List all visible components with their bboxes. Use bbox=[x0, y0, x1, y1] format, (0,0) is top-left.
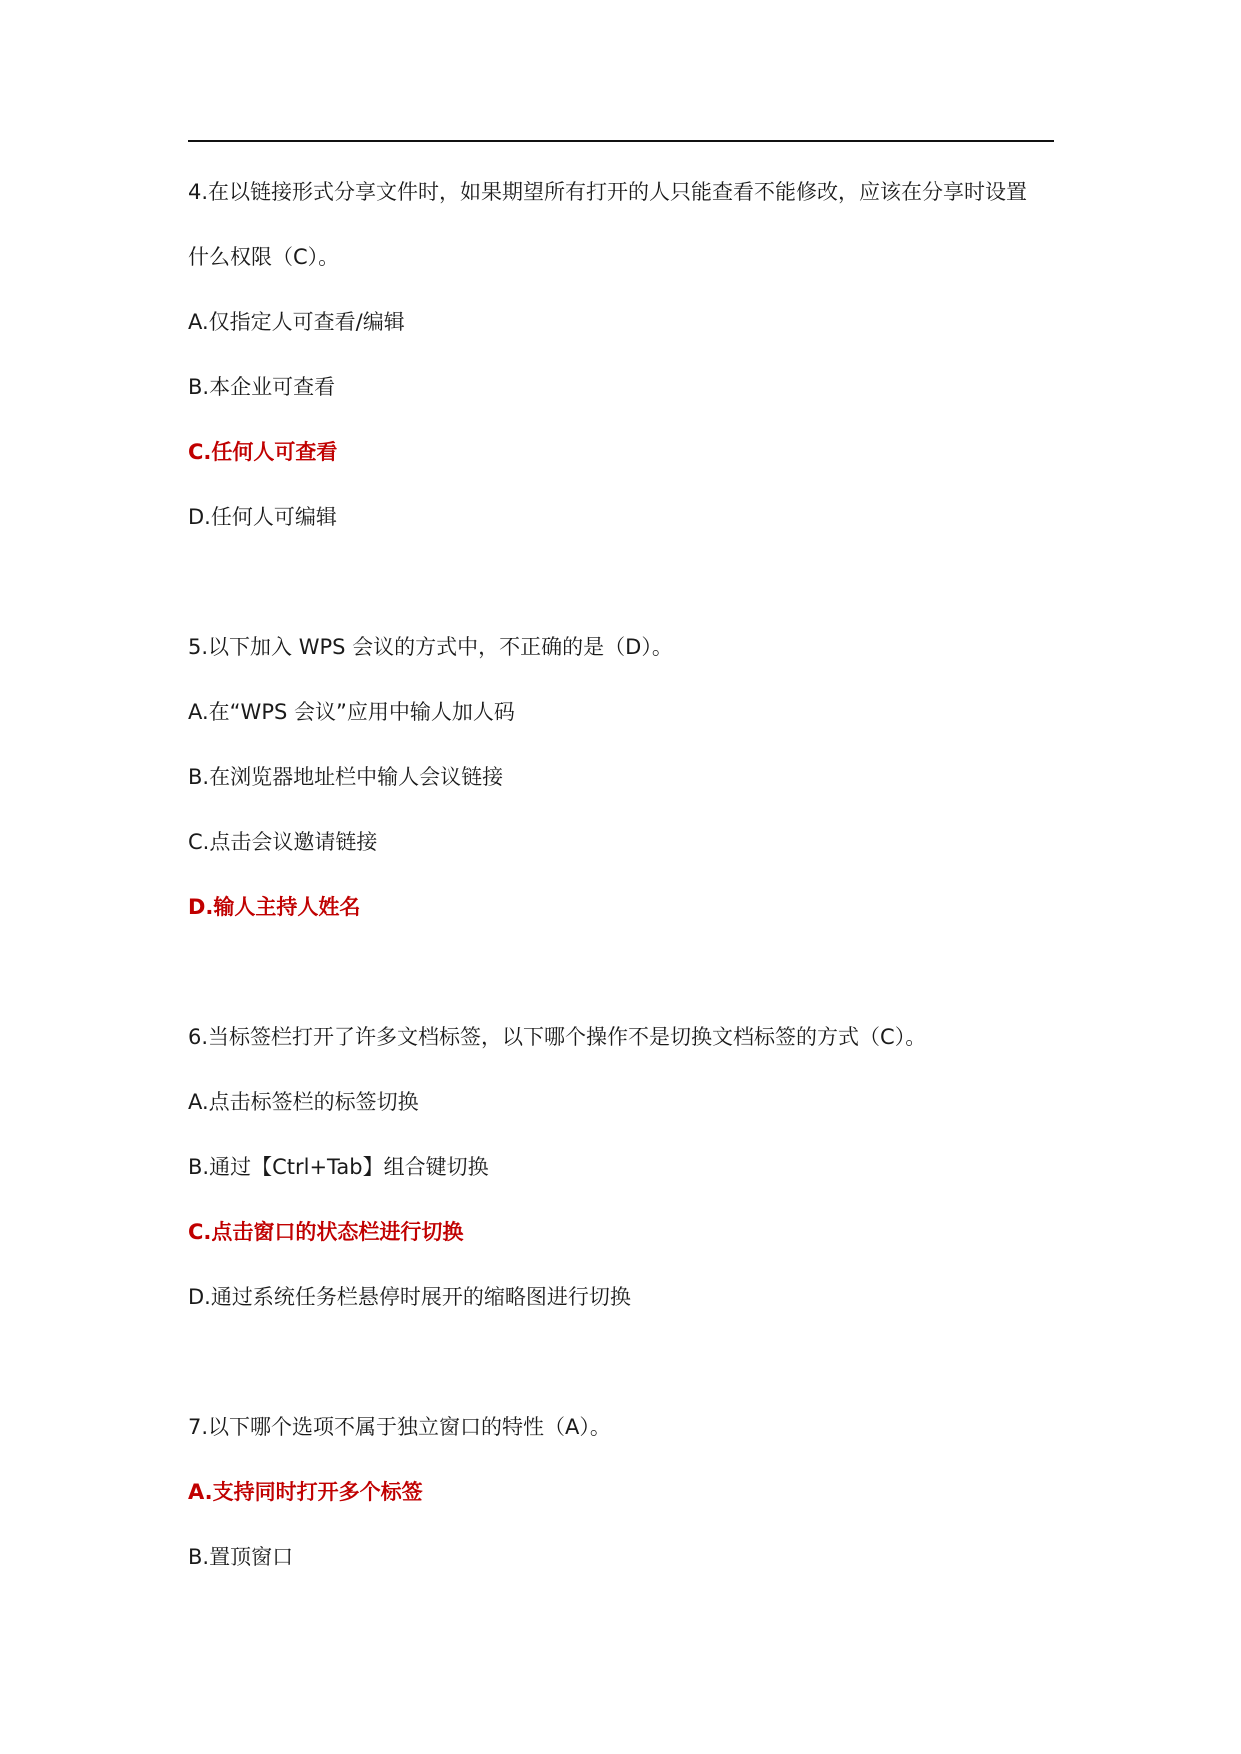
question-stem-continued: 什么权限（C）。 bbox=[188, 245, 340, 269]
option-c: C.点击会议邀请链接 bbox=[188, 830, 378, 854]
option-a-correct: A.支持同时打开多个标签 bbox=[188, 1480, 423, 1504]
option-a: A.点击标签栏的标签切换 bbox=[188, 1090, 419, 1114]
header-rule bbox=[188, 140, 1054, 142]
question-list bbox=[188, 160, 1054, 1590]
option-b: B.在浏览器地址栏中输人会议链接 bbox=[188, 765, 504, 789]
option-d: D.任何人可编辑 bbox=[188, 505, 337, 529]
spacer bbox=[188, 550, 1054, 615]
question-5 bbox=[188, 615, 1054, 940]
question-stem: 4.在以链接形式分享文件时，如果期望所有打开的人只能查看不能修改，应该在分享时设置 bbox=[188, 180, 1028, 204]
option-a: A.在“WPS 会议”应用中输人加人码 bbox=[188, 700, 515, 724]
option-d-correct: D.输人主持人姓名 bbox=[188, 895, 361, 919]
spacer bbox=[188, 940, 1054, 1005]
question-stem: 6.当标签栏打开了许多文档标签，以下哪个操作不是切换文档标签的方式（C）。 bbox=[188, 1025, 927, 1049]
option-c-correct: C.点击窗口的状态栏进行切换 bbox=[188, 1220, 464, 1244]
option-a: A.仅指定人可查看/编辑 bbox=[188, 310, 405, 334]
option-c-correct: C.任何人可查看 bbox=[188, 440, 338, 464]
option-d: D.通过系统任务栏悬停时展开的缩略图进行切换 bbox=[188, 1285, 631, 1309]
question-stem: 5.以下加入 WPS 会议的方式中，不正确的是（D）。 bbox=[188, 635, 673, 659]
spacer bbox=[188, 1330, 1054, 1395]
question-4 bbox=[188, 160, 1054, 550]
option-b: B.置顶窗口 bbox=[188, 1545, 294, 1569]
option-b: B.通过【Ctrl+Tab】组合键切换 bbox=[188, 1155, 489, 1179]
question-stem: 7.以下哪个选项不属于独立窗口的特性（A）。 bbox=[188, 1415, 611, 1439]
question-6 bbox=[188, 1005, 1054, 1330]
option-b: B.本企业可查看 bbox=[188, 375, 336, 399]
question-7 bbox=[188, 1395, 1054, 1590]
